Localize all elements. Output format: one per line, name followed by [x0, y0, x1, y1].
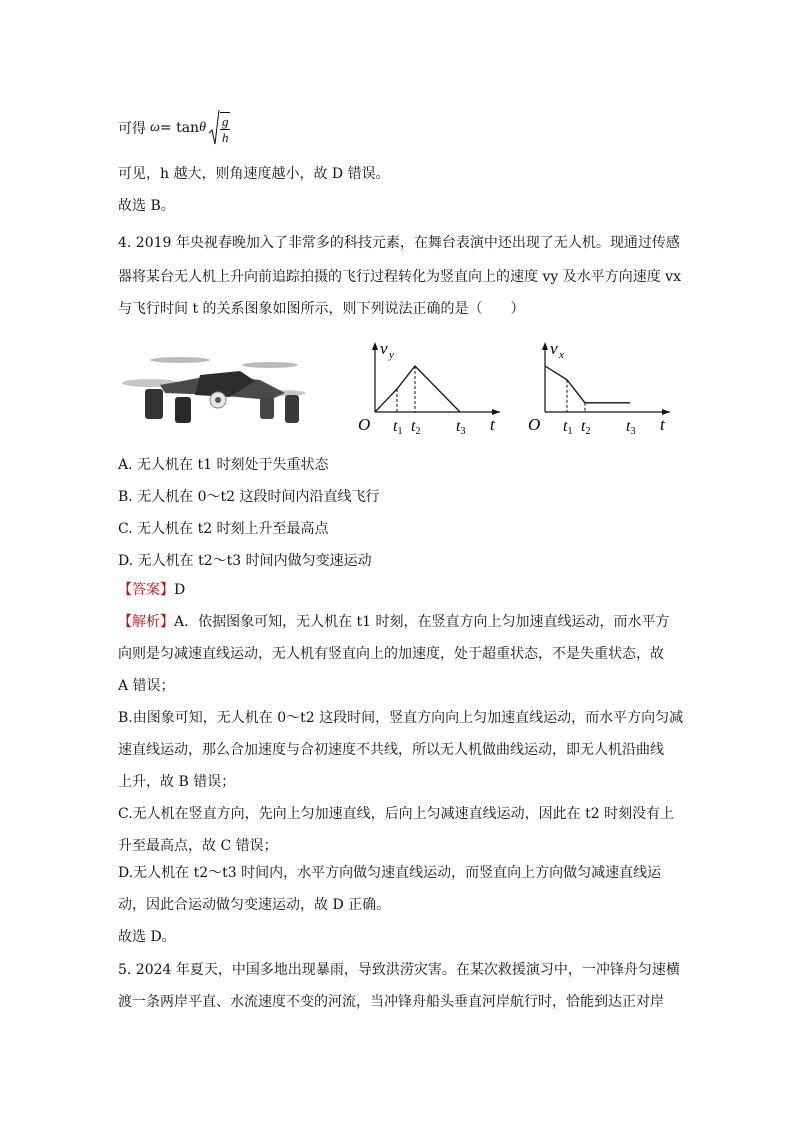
option-a: A. 无人机在 t1 时刻处于失重状态 — [118, 457, 329, 473]
formula-prefix: 可得 — [118, 121, 146, 137]
vx-plot — [545, 366, 635, 437]
analysis-a1: A．依据图象可知，无人机在 t1 时刻，在竖直方向上匀加速直线运动，而水平方 — [174, 614, 670, 630]
drone-photo — [120, 345, 305, 435]
formula-omega — [118, 108, 230, 148]
vx-y-arrow-icon — [542, 342, 548, 350]
frac-num: g — [221, 113, 229, 129]
formula-eq: = tan — [159, 120, 200, 136]
analysis-a2: 向则是匀减速直线运动，无人机有竖直向上的加速度，处于超重状态，不是失重状态，故 — [118, 646, 664, 662]
vx-ylabel: v — [550, 339, 558, 358]
analysis-d1: D.无人机在 t2～t3 时间内，水平方向做匀速直线运动，而竖直向上方向做匀减速直线运 — [118, 865, 662, 881]
sqrt-sign-icon — [208, 109, 220, 147]
vy-ysub: y — [389, 349, 394, 361]
vy-y-arrow-icon — [372, 342, 378, 350]
vy-tick-t1: t1 — [393, 418, 403, 437]
analysis-c1: C.无人机在竖直方向，先向上匀加速直线，后向上匀减速直线运动，因此在 t2 时刻没有上 — [118, 806, 675, 822]
analysis-d2: 动，因此合运动做匀变速运动，故 D 正确。 — [118, 897, 391, 913]
vy-ylabel: v — [380, 339, 388, 358]
analysis-tag: 【解析】 — [118, 614, 174, 630]
analysis-b3: 上升，故 B 错误； — [118, 774, 236, 790]
option-c: C. 无人机在 t2 时刻上升至最高点 — [118, 521, 329, 537]
frac-den: h — [221, 129, 229, 145]
option-b: B. 无人机在 0～t2 这段时间内沿直线飞行 — [118, 489, 380, 505]
formula-theta: θ — [199, 120, 206, 135]
q4-line3: 与飞行时间 t 的关系图象如图所示，则下列说法正确的是（ ） — [118, 301, 525, 317]
q5-line2: 渡一条两岸平直、水流速度不变的河流，当冲锋舟船头垂直河岸航行时，恰能到达正对岸 — [118, 994, 664, 1010]
analysis-a3: A 错误； — [118, 678, 175, 694]
vy-velocity-graph — [355, 338, 505, 438]
option-d: D. 无人机在 t2～t3 时间内做匀变速运动 — [118, 553, 372, 569]
vx-series-line — [545, 366, 630, 403]
q4-line2: 器将某台无人机上升向前追踪拍摄的飞行过程转化为竖直向上的速度 vy 及水平方向速度 vx — [118, 269, 681, 285]
vy-tick-t2: t2 — [411, 418, 421, 437]
vx-tick-t2: t2 — [581, 418, 591, 437]
vx-xlabel: t — [660, 415, 665, 434]
vy-origin: O — [358, 415, 371, 434]
analysis-c2: 升至最高点，故 C 错误； — [118, 838, 278, 854]
analysis-b2: 速直线运动，那么合加速度与合初速度不共线，所以无人机做曲线运动，即无人机沿曲线 — [118, 742, 664, 758]
vx-velocity-graph — [525, 338, 675, 438]
formula-omega-symbol: ω — [150, 120, 160, 135]
fraction — [220, 112, 231, 145]
analysis-line1 — [118, 612, 670, 632]
vx-tick-t3: t3 — [626, 418, 636, 437]
answer-tag: 【答案】 — [118, 582, 174, 598]
answer-line — [118, 580, 185, 600]
vx-origin: O — [528, 415, 541, 434]
vy-series-line — [375, 366, 460, 412]
vx-ysub: x — [559, 349, 564, 361]
analysis-b1: B.由图象可知，无人机在 0～t2 这段时间，竖直方向向上匀加速直线运动，而水平方向匀减 — [118, 710, 684, 726]
para-conclusion: 可见，h 越大，则角速度越小，故 D 错误。 — [118, 166, 390, 182]
q5-line1: 5. 2024 年夏天，中国多地出现暴雨，导致洪涝灾害。在某次救援演习中，一冲锋舟匀速横 — [118, 962, 680, 978]
vy-xlabel: t — [490, 415, 495, 434]
vx-tick-t1: t1 — [563, 418, 573, 437]
q4-line1: 4. 2019 年央视春晚加入了非常多的科技元素，在舞台表演中还出现了无人机。现通过传感 — [118, 235, 680, 251]
vy-plot — [375, 366, 465, 437]
para-choose-b: 故选 B。 — [118, 198, 175, 214]
q4-end: 故选 D。 — [118, 929, 176, 945]
sqrt — [208, 109, 231, 147]
answer-value: D — [174, 582, 186, 598]
vy-tick-t3: t3 — [456, 418, 466, 437]
